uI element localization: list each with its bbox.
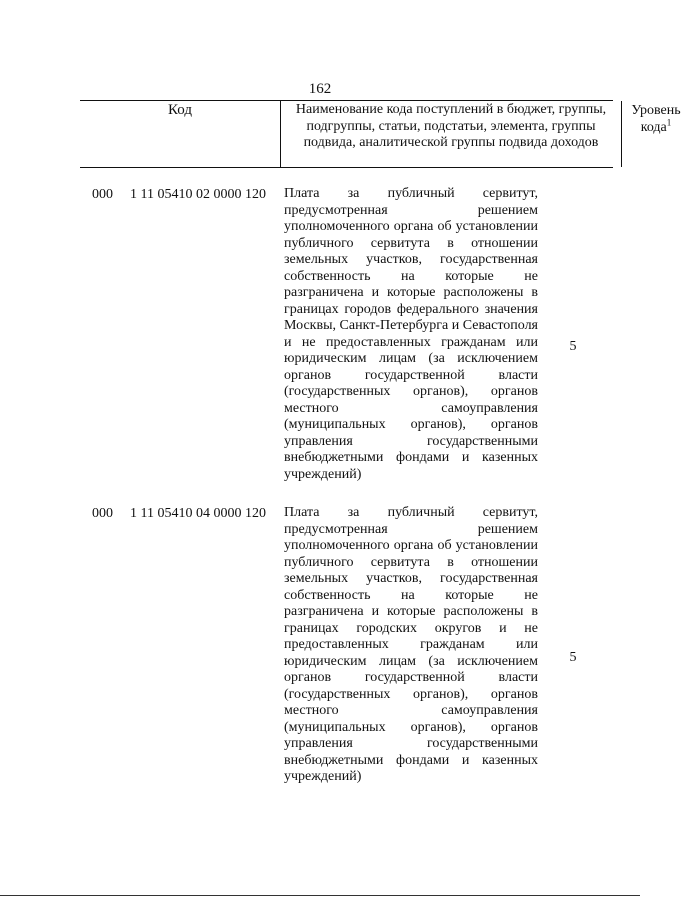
revenue-code: 1 11 05410 02 0000 120 xyxy=(130,187,266,202)
header-code-label: Код xyxy=(168,102,192,118)
footnote-marker: 1 xyxy=(666,117,672,128)
revenue-name: Плата за публичный сервитут, предусмотренная решением уполномоченного органа об установлении публичного сервитута в отношении земельных участков, государственная собственность на которые не разграничена и которые расположены в границах городских округов и не предоставленных гражданам или юридическим лицам (за исключением органов государственной власти (государственных органов), органов местного самоуправления (муниципальных органов), органов управления государственными внебюджетными фондами и казенных учреждений) xyxy=(284,505,538,784)
page-number: 162 xyxy=(308,81,332,97)
header-level-cell xyxy=(620,101,692,167)
code-level: 5 xyxy=(569,339,577,354)
header-level-text: Уровень кода xyxy=(631,103,681,135)
revenue-code: 1 11 05410 04 0000 120 xyxy=(130,506,266,521)
code-level: 5 xyxy=(569,650,577,665)
header-level-label xyxy=(620,101,692,136)
admin-code: 000 xyxy=(92,506,113,521)
page-edge-divider xyxy=(0,895,640,896)
revenue-name: Плата за публичный сервитут, предусмотренная решением уполномоченного органа об установлении публичного сервитута в отношении земельных участков, государственная собственность на которые не разграничена и которые расположены в границах городов федерального значения Москвы, Санкт-Петербурга и Севастополя и не предоставленных гражданам или юридическим лицам (за исключением органов государственной власти (государственных органов), органов местного самоуправления (муниципальных органов), органов управления государственными внебюджетными фондами и казенных учреждений) xyxy=(284,186,538,482)
header-name-label: Наименование кода поступлений в бюджет, группы, подгруппы, статьи, подстатьи, элемента, группы подвида, аналитической группы подвида доходов xyxy=(295,102,607,150)
header-code-cell xyxy=(80,101,280,167)
table-header xyxy=(80,100,681,168)
header-name-cell xyxy=(280,101,622,167)
admin-code: 000 xyxy=(92,187,113,202)
